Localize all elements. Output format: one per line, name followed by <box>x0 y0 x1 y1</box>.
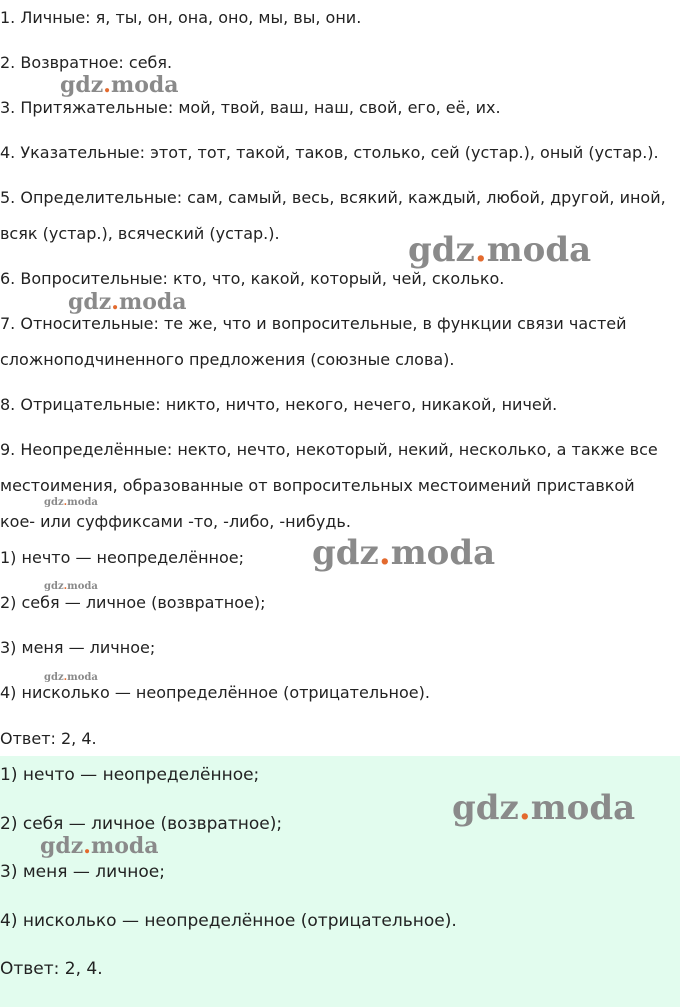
text-line-17: 4) нисколько — неопределённое (отрицательное). <box>0 683 430 702</box>
text-line-5: 5. Определительные: сам, самый, весь, всякий, каждый, любой, другой, иной, <box>0 188 666 207</box>
text-line-13: кое- или суффиксами -то, -либо, -нибудь. <box>0 512 351 531</box>
watermark: gdz.moda <box>60 72 179 98</box>
text-line-1: 1. Личные: я, ты, он, она, оно, мы, вы, они. <box>0 8 362 27</box>
answer-line-5: Ответ: 2, 4. <box>0 959 103 979</box>
watermark: gdz.moda <box>312 533 496 573</box>
text-line-15: 2) себя — личное (возвратное); <box>0 593 266 612</box>
watermark: gdz.moda <box>68 289 187 315</box>
watermark: gdz.moda <box>44 581 98 592</box>
text-line-4: 4. Указательные: этот, тот, такой, таков, столько, сей (устар.), оный (устар.). <box>0 143 659 162</box>
watermark: gdz.moda <box>452 788 636 828</box>
text-line-8: 7. Относительные: те же, что и вопросительные, в функции связи частей <box>0 314 627 333</box>
text-line-3: 3. Притяжательные: мой, твой, ваш, наш, свой, его, её, их. <box>0 98 501 117</box>
text-line-18: Ответ: 2, 4. <box>0 729 97 748</box>
text-line-9: сложноподчиненного предложения (союзные слова). <box>0 350 455 369</box>
watermark: gdz.moda <box>40 833 159 859</box>
text-line-2: 2. Возвратное: себя. <box>0 53 173 72</box>
answer-line-1: 1) нечто — неопределённое; <box>0 765 260 785</box>
answer-line-3: 3) меня — личное; <box>0 862 165 882</box>
answer-line-2: 2) себя — личное (возвратное); <box>0 814 283 834</box>
text-line-14: 1) нечто — неопределённое; <box>0 548 245 567</box>
text-line-11: 9. Неопределённые: некто, нечто, некоторый, некий, несколько, а также все <box>0 440 658 459</box>
answer-line-4: 4) нисколько — неопределённое (отрицательное). <box>0 911 457 931</box>
text-line-7: 6. Вопросительные: кто, что, какой, который, чей, сколько. <box>0 269 505 288</box>
text-line-16: 3) меня — личное; <box>0 638 156 657</box>
text-line-6: всяк (устар.), всяческий (устар.). <box>0 224 280 243</box>
text-line-10: 8. Отрицательные: никто, ничто, некого, нечего, никакой, ничей. <box>0 395 558 414</box>
watermark: gdz.moda <box>408 230 592 270</box>
watermark: gdz.moda <box>44 672 98 683</box>
watermark: gdz.moda <box>44 497 98 508</box>
text-line-12: местоимения, образованные от вопросительных местоимений приставкой <box>0 476 635 495</box>
